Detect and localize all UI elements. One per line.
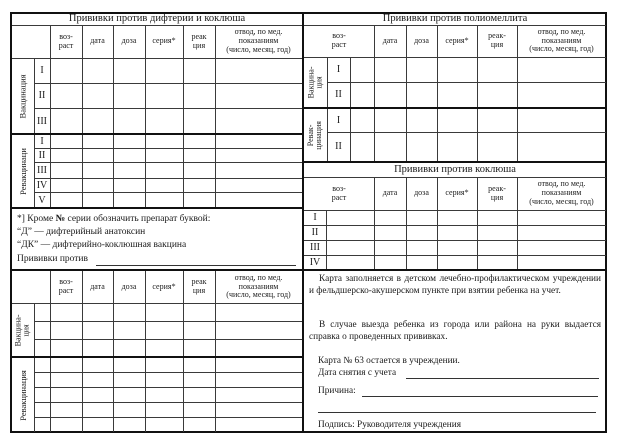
rule (215, 271, 216, 432)
rule (82, 25, 83, 208)
reason-field[interactable] (362, 396, 598, 397)
revaccination-label-text: Ревакцинаци (17, 148, 28, 195)
info-paragraph-1: Карта заполняется в детском лечебно-профилактическом учреждении и фельдшерско-акушерском пункте при взятии ребенка на учет. (309, 274, 601, 296)
rule (34, 402, 302, 403)
col-header-exemption: отвод, по мед. показаниям (число, месяц, год) (529, 26, 594, 54)
rule (327, 132, 606, 133)
col-header-reaction: реак ция (191, 31, 207, 50)
col-header-exemption: отвод, по мед. показаниям (число, месяц, год) (226, 27, 291, 54)
rule (215, 25, 216, 208)
vaccination-label (12, 58, 34, 134)
col-header-age: воз- раст (58, 277, 74, 295)
vaccination-label-text: Вакцина- ция (306, 66, 324, 98)
rule (34, 339, 302, 340)
col-header-reaction: реак ция (191, 277, 207, 295)
rule (374, 25, 375, 161)
deregistration-date-field[interactable] (406, 378, 599, 379)
signature-label: Подпись: Руководителя учреждения (318, 420, 462, 430)
rule (12, 356, 302, 358)
rule (50, 25, 51, 208)
revaccination-row-label: V (38, 194, 46, 206)
col-header-dose: доза (121, 281, 137, 291)
col-header-date: дата (382, 35, 398, 45)
rule (82, 271, 83, 432)
col-header-series: серия* (445, 188, 469, 198)
rule (437, 25, 438, 161)
rule (12, 303, 302, 304)
revaccination-label (12, 135, 34, 208)
rule (183, 271, 184, 432)
rule (34, 303, 35, 432)
col-header-dose: доза (121, 36, 137, 46)
col-header-reaction: реак- ция (488, 183, 506, 202)
vaccination-label-text: Вакцина- ция (13, 314, 31, 346)
revaccination-label (12, 358, 34, 432)
rule (34, 372, 302, 373)
rule (304, 255, 606, 256)
rule (304, 269, 606, 271)
deregistration-date-label: Дата снятия с учета (318, 368, 397, 378)
revaccination-row-label: I (336, 115, 341, 126)
revaccination-row-label: IV (36, 179, 48, 191)
rule (34, 321, 302, 322)
col-header-reaction: реак- ция (488, 31, 506, 49)
rule (34, 83, 302, 84)
vaccination-row-label: I (40, 65, 44, 76)
col-header-series: серия* (445, 35, 469, 45)
revaccination-row-label: II (38, 149, 46, 161)
rule (327, 82, 606, 83)
vaccination-label (12, 303, 34, 357)
polio-title: Прививки против полиомеллита (382, 12, 528, 24)
footnote-number-sign: № (55, 214, 66, 224)
col-header-dose: доза (414, 35, 429, 45)
vaccinations-against-label: Прививки против (17, 254, 89, 264)
col-header-age: воз- раст (331, 31, 347, 49)
diphtheria-title: Прививки против дифтерии и коклюша (68, 12, 246, 24)
rule (12, 133, 302, 135)
col-header-date: дата (90, 281, 105, 291)
rule (304, 240, 606, 241)
rule (113, 25, 114, 208)
rule (113, 271, 114, 432)
rule (34, 417, 302, 418)
revaccination-label (304, 109, 327, 161)
col-header-date: дата (90, 36, 105, 46)
vaccination-label (304, 57, 327, 107)
rule (34, 387, 302, 388)
footnote-line-3: “ДК” — дифтерийно-коклюшная вакцина (17, 240, 187, 250)
pertussis-row-label: II (311, 227, 319, 238)
rule (304, 210, 606, 211)
card-stays-text: Карта № 63 остается в учреждении. (318, 356, 460, 366)
rule (406, 25, 407, 161)
rule (477, 25, 478, 161)
pertussis-row-label: IV (309, 256, 321, 268)
vaccination-label-text: Вакцинация (17, 73, 28, 118)
col-header-series: серия* (152, 36, 176, 46)
rule (34, 178, 302, 179)
rule (34, 162, 302, 163)
reason-label: Причина: (318, 386, 356, 396)
col-header-dose: доза (414, 188, 429, 198)
rule (12, 207, 302, 209)
rule (145, 25, 146, 208)
info-paragraph-2: В случае выезда ребенка из города или района на руки выдается справка о проведенных прививках. (309, 320, 601, 342)
revaccination-label-text: Ревакцинация (17, 369, 28, 421)
rule (183, 25, 184, 208)
rule (304, 225, 606, 226)
rule (34, 148, 302, 149)
footnote-suffix: серии обозначить препарат буквой: (65, 214, 211, 224)
footnote-prefix: *] Кроме (17, 214, 56, 224)
col-header-age: воз- раст (58, 31, 74, 50)
footnote-line-1 (17, 213, 210, 226)
revaccination-row-label: II (335, 141, 342, 152)
pertussis-title: Прививки против коклюша (394, 164, 516, 176)
vaccinations-against-field[interactable] (96, 265, 296, 266)
vaccination-row-label: III (37, 115, 47, 127)
pertussis-row-label: I (313, 212, 317, 223)
vaccination-row-label: II (38, 90, 46, 101)
col-header-series: серия* (152, 281, 176, 291)
revaccination-label-text: Ревак- цинация (306, 120, 324, 150)
rule (517, 25, 518, 161)
reason-field-continued[interactable] (318, 412, 596, 413)
revaccination-row-label: I (40, 136, 44, 147)
rule (50, 271, 51, 432)
col-header-exemption: отвод, по мед. показаниям (число, месяц, год) (529, 179, 594, 206)
rule (34, 192, 302, 193)
col-header-date: дата (382, 188, 398, 198)
pertussis-row-label: III (310, 242, 320, 253)
rule (350, 57, 351, 161)
revaccination-row-label: III (37, 164, 47, 176)
vaccination-row-label: II (335, 89, 342, 100)
rule (145, 271, 146, 432)
footnote-line-2: “Д” — дифтерийный анатоксин (17, 227, 146, 237)
col-header-exemption: отвод, по мед. показаниям (число, месяц, год) (226, 272, 291, 300)
col-header-age: воз- раст (331, 183, 347, 202)
rule (34, 108, 302, 109)
rule (12, 58, 302, 59)
vaccination-row-label: I (336, 64, 341, 75)
